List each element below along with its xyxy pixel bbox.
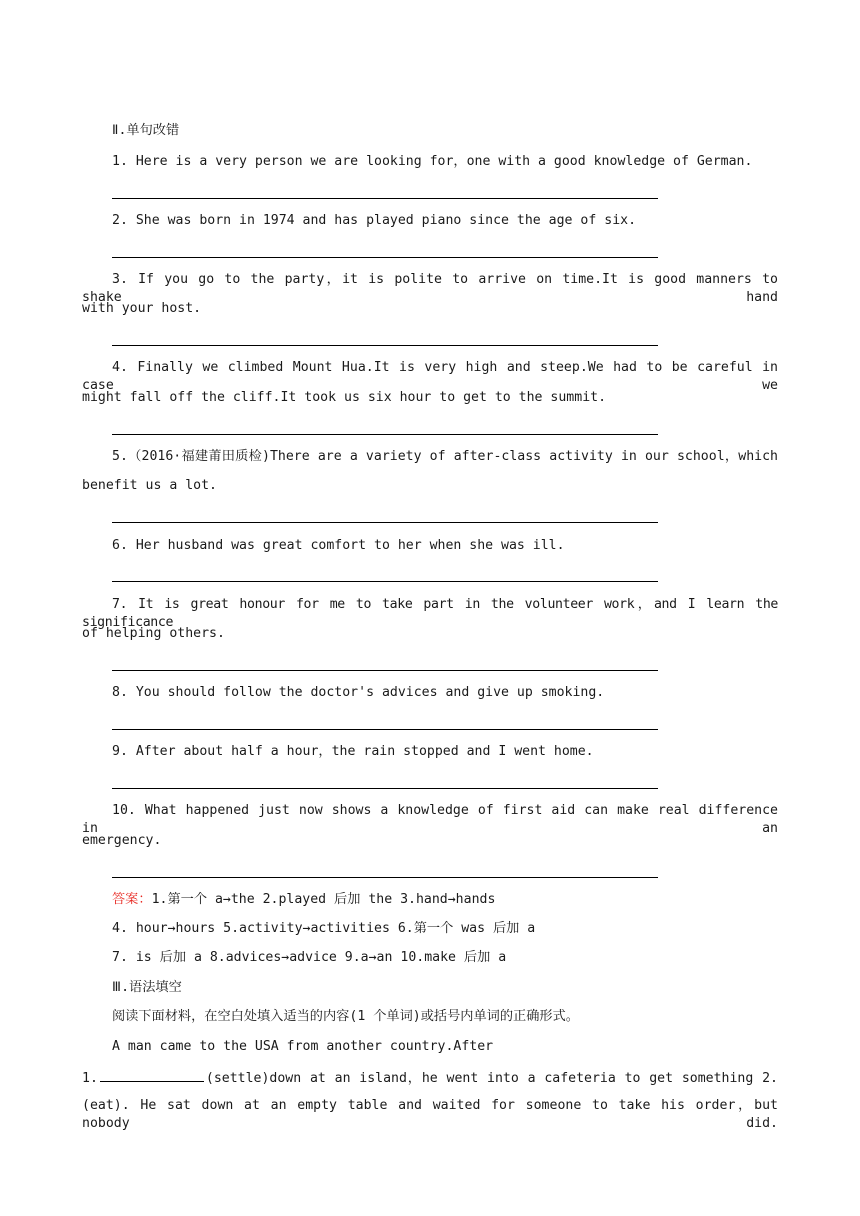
passage-line-2: [82, 1067, 778, 1088]
passage-line-3: (eat). He sat down at an empty table and waited for someone to take his order，but nobody did.: [82, 1098, 778, 1131]
question-7-line2: of helping others.: [82, 626, 225, 641]
answer-line-2: [112, 257, 658, 258]
question-8: 8. You should follow the doctor's advices and give up smoking.: [112, 685, 605, 700]
passage-line-2-text: (settle)down at an island，he went into a cafeteria to get something 2.: [205, 1071, 778, 1086]
question-9: 9. After about half a hour，the rain stopped and I went home.: [112, 744, 594, 759]
answers-line-3: 7. is 后加 a 8.advices→advice 9.a→an 10.make 后加 a: [112, 950, 507, 965]
answers-line-2: 4. hour→hours 5.activity→activities 6.第一个 was 后加 a: [112, 921, 536, 936]
question-1: 1. Here is a very person we are looking for，one with a good knowledge of German.: [112, 154, 753, 169]
question-3-line1: 3. If you go to the party，it is polite to arrive on time.It is good manners to shake hand: [82, 272, 778, 305]
answer-line-7: [112, 670, 658, 671]
question-6: 6. Her husband was great comfort to her when she was ill.: [112, 538, 565, 553]
answer-line-3: [112, 345, 658, 346]
answer-line-5: [112, 522, 658, 523]
section-3-title: Ⅲ.语法填空: [112, 980, 182, 995]
answers-label: 答案：: [112, 892, 152, 907]
answer-line-4: [112, 434, 658, 435]
section-title: Ⅱ.单句改错: [112, 123, 180, 138]
blank-1-number: 1.: [82, 1071, 98, 1086]
answers-text-1: 1.第一个 a→the 2.played 后加 the 3.hand→hands: [151, 892, 496, 907]
question-3-line2: with your host.: [82, 301, 202, 316]
question-10-line2: emergency.: [82, 833, 162, 848]
question-7-line1: 7. It is great honour for me to take part in the volunteer work，and I learn the significance: [82, 597, 778, 630]
answer-line-1: [112, 198, 658, 199]
section-3-instruction: 阅读下面材料，在空白处填入适当的内容(1 个单词)或括号内单词的正确形式。: [112, 1009, 579, 1024]
question-5-line1: 5.（2016·福建莆田质检)There are a variety of after-class activity in our school，which: [112, 449, 778, 464]
answer-line-9: [112, 788, 658, 789]
question-2: 2. She was born in 1974 and has played piano since the age of six.: [112, 213, 637, 228]
answer-line-6: [112, 581, 658, 582]
answers-line-1: [112, 891, 495, 909]
answer-line-8: [112, 729, 658, 730]
blank-1[interactable]: [100, 1067, 204, 1082]
question-10-line1: 10. What happened just now shows a knowledge of first aid can make real difference in an: [82, 803, 778, 836]
passage-line-1: A man came to the USA from another country.After: [112, 1039, 494, 1054]
question-4-line2: might fall off the cliff.It took us six hour to get to the summit.: [82, 390, 607, 405]
question-5-line2: benefit us a lot.: [82, 478, 217, 493]
answer-line-10: [112, 877, 658, 878]
question-4-line1: 4. Finally we climbed Mount Hua.It is very high and steep.We had to be careful in case we: [82, 360, 778, 393]
